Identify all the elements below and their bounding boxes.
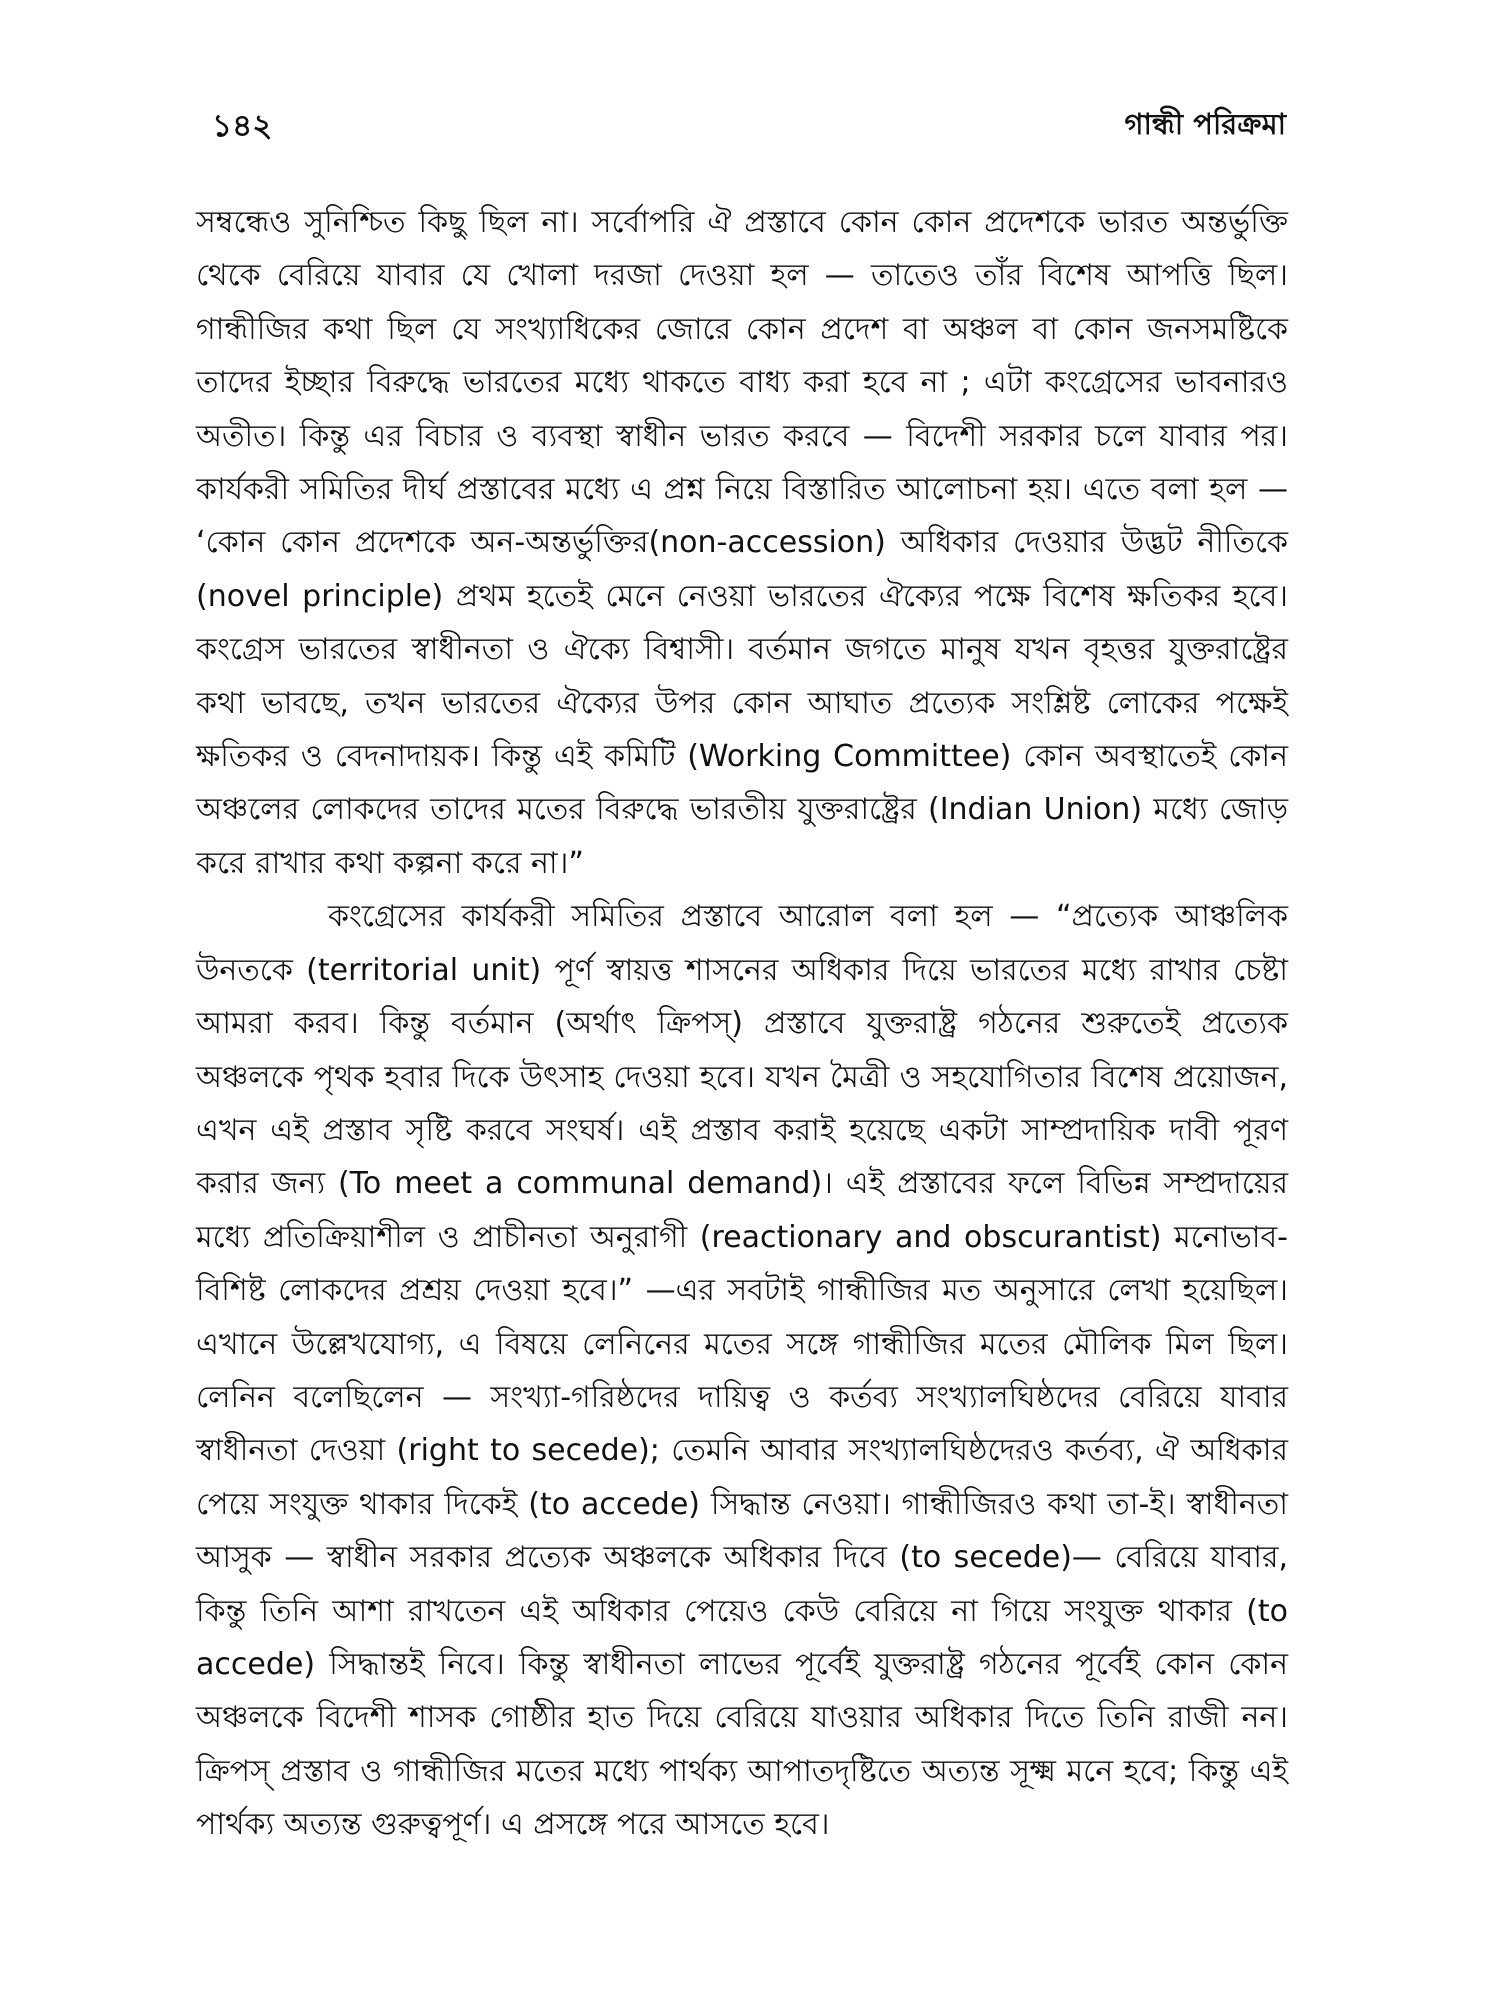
- paragraph-2: কংগ্রেসের কার্যকরী সমিতির প্রস্তাবে আরোল বলা হল — “প্রত্যেক আঞ্চলিক উনতকে (territorial unit) পূর্ণ স্বায়ত্ত শাসনের অধিকার দিয়ে ভারতের মধ্যে রাখার চেষ্টা আমরা করব। কিন্তু বর্তমান (অর্থাৎ ক্রিপস্‌) প্রস্তাবে যুক্তরাষ্ট্র গঠনের শুরুতেই প্রত্যেক অঞ্চলকে পৃথক হবার দিকে উৎসাহ দেওয়া হবে। যখন মৈত্রী ও সহযোগিতার বিশেষ প্রয়োজন, এখন এই প্রস্তাব সৃষ্টি করবে সংঘর্ষ। এই প্রস্তাব করাই হয়েছে একটা সাম্প্রদায়িক দাবী পূরণ করার জন্য (To meet a communal demand)। এই প্রস্তাবের ফলে বিভিন্ন সম্প্রদায়ের মধ্যে প্রতিক্রিয়াশীল ও প্রাচীনতা অনুরাগী (reactionary and obscurantist) মনোভাব-বিশিষ্ট লোকদের প্রশ্রয় দেওয়া হবে।” —এর সবটাই গান্ধীজির মত অনুসারে লেখা হয়েছিল। এখানে উল্লেখযোগ্য, এ বিষয়ে লেনিনের মতের সঙ্গে গান্ধীজির মতের মৌলিক মিল ছিল। লেনিন বলেছিলেন — সংখ্যা-গরিষ্ঠদের দায়িত্ব ও কর্তব্য সংখ্যালঘিষ্ঠদের বেরিয়ে যাবার স্বাধীনতা দেওয়া (right to secede); তেমনি আবার সংখ্যালঘিষ্ঠদেরও কর্তব্য, ঐ অধিকার পেয়ে সংযুক্ত থাকার দিকেই (to accede) সিদ্ধান্ত নেওয়া। গান্ধীজিরও কথা তা-ই। স্বাধীনতা আসুক — স্বাধীন সরকার প্রত্যেক অঞ্চলকে অধিকার দিবে (to secede)— বেরিয়ে যাবার, কিন্তু তিনি আশা রাখতেন এই অধিকার পেয়েও কেউ বেরিয়ে না গিয়ে সংযুক্ত থাকার (to accede) সিদ্ধান্তই নিবে। কিন্তু স্বাধীনতা লাভের পূর্বেই যুক্তরাষ্ট্র গঠনের পূর্বেই কোন কোন অঞ্চলকে বিদেশী শাসক গোষ্ঠীর হাত দিয়ে বেরিয়ে যাওয়ার অধিকার দিতে তিনি রাজী নন। ক্রিপস্‌ প্রস্তাব ও গান্ধীজির মতের মধ্যে পার্থক্য আপাতদৃষ্টিতে অত্যন্ত সূক্ষ্ম মনে হবে; কিন্তু এই পার্থক্য অত্যন্ত গুরুত্বপূর্ণ। এ প্রসঙ্গে পরে আসতে হবে।: [196, 899, 1288, 1843]
- body-text: [196, 196, 1288, 1852]
- page-number: ১৪২: [212, 108, 273, 144]
- paragraph-1: সম্বন্ধেও সুনিশ্চিত কিছু ছিল না। সর্বোপরি ঐ প্রস্তাবে কোন কোন প্রদেশকে ভারত অন্তর্ভুক্তি থেকে বেরিয়ে যাবার যে খোলা দরজা দেওয়া হল — তাতেও তাঁর বিশেষ আপত্তি ছিল। গান্ধীজির কথা ছিল যে সংখ্যাধিকের জোরে কোন প্রদেশ বা অঞ্চল বা কোন জনসমষ্টিকে তাদের ইচ্ছার বিরুদ্ধে ভারতের মধ্যে থাকতে বাধ্য করা হবে না ; এটা কংগ্রেসের ভাবনারও অতীত। কিন্তু এর বিচার ও ব্যবস্থা স্বাধীন ভারত করবে — বিদেশী সরকার চলে যাবার পর। কার্যকরী সমিতির দীর্ঘ প্রস্তাবের মধ্যে এ প্রশ্ন নিয়ে বিস্তারিত আলোচনা হয়। এতে বলা হল — ‘কোন কোন প্রদেশকে অন-অন্তর্ভুক্তির(non-accession) অধিকার দেওয়ার উদ্ভট নীতিকে (novel principle) প্রথম হতেই মেনে নেওয়া ভারতের ঐক্যের পক্ষে বিশেষ ক্ষতিকর হবে। কংগ্রেস ভারতের স্বাধীনতা ও ঐক্যে বিশ্বাসী। বর্তমান জগতে মানুষ যখন বৃহত্তর যুক্তরাষ্ট্রের কথা ভাবছে, তখন ভারতের ঐক্যের উপর কোন আঘাত প্রত্যেক সংশ্লিষ্ট লোকের পক্ষেই ক্ষতিকর ও বেদনাদায়ক। কিন্তু এই কমিটি (Working Committee) কোন অবস্থাতেই কোন অঞ্চলের লোকদের তাদের মতের বিরুদ্ধে ভারতীয় যুক্তরাষ্ট্রের (Indian Union) মধ্যে জোড় করে রাখার কথা কল্পনা করে না।”: [196, 205, 1288, 881]
- running-title: গান্ধী পরিক্রমা: [1124, 107, 1286, 141]
- page-header: [212, 102, 1286, 148]
